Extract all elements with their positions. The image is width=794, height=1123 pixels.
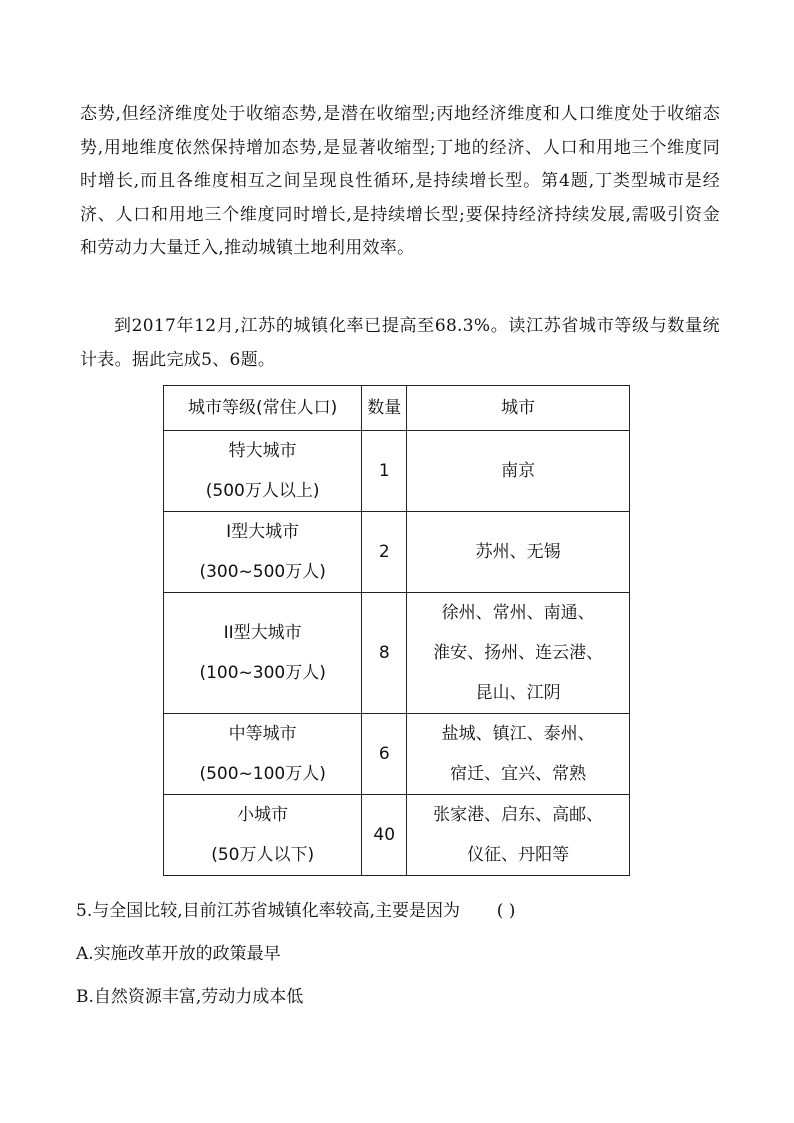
cities-line: 淮安、扬州、连云港、	[433, 643, 604, 663]
grade-range: (500万人以上)	[205, 481, 320, 501]
grade-name: 中等城市	[228, 724, 297, 744]
header-count: 数量	[362, 386, 407, 431]
cities-line: 昆山、江阴	[475, 683, 561, 703]
question-stem: 5.与全国比较,目前江苏省城镇化率较高,主要是因为	[76, 901, 461, 921]
cities-cell	[407, 714, 630, 795]
cities-cell	[407, 795, 630, 876]
cities-cell	[407, 431, 630, 512]
cities-cell	[407, 593, 630, 714]
grade-range: (500~100万人)	[199, 764, 326, 784]
grade-cell	[164, 714, 362, 795]
header-cities: 城市	[407, 386, 630, 431]
cities-line: 徐州、常州、南通、	[441, 603, 595, 623]
grade-range: (50万人以下)	[211, 845, 315, 865]
option-b: B.自然资源丰富,劳动力成本低	[76, 987, 304, 1007]
cities-line: 仪征、丹阳等	[467, 845, 570, 865]
count-cell: 2	[362, 512, 407, 593]
cities-line: 宿迁、宜兴、常熟	[450, 764, 587, 784]
question-5	[76, 896, 736, 926]
cities-cell	[407, 512, 630, 593]
count-cell: 40	[362, 795, 407, 876]
option-a: A.实施改革开放的政策最早	[76, 944, 281, 964]
table-row	[164, 714, 630, 795]
grade-name: I型大城市	[226, 522, 300, 542]
analysis-paragraph: 态势,但经济维度处于收缩态势,是潜在收缩型;丙地经济维度和人口维度处于收缩态势,用地维度依然保持增加态势,是显著收缩型;丁地的经济、人口和用地三个维度同时增长,而且各维度相互之间呈现良性循环,是持续增长型。第4题,丁类型城市是经济、人口和用地三个维度同时增长,是持续增长型;要保持经济持续发展,需吸引资金和劳动力大量迁入,推动城镇土地利用效率。	[80, 104, 720, 258]
city-statistics-table	[163, 385, 630, 876]
grade-cell	[164, 593, 362, 714]
table-row	[164, 593, 630, 714]
grade-cell	[164, 431, 362, 512]
table-row	[164, 512, 630, 593]
grade-name: 特大城市	[228, 441, 297, 461]
grade-name: 小城市	[237, 805, 289, 825]
answer-paren: ( )	[496, 901, 516, 921]
table-header-row	[164, 386, 630, 431]
count-cell: 6	[362, 714, 407, 795]
table-row	[164, 431, 630, 512]
grade-cell	[164, 512, 362, 593]
cities-line: 张家港、启东、高邮、	[433, 805, 604, 825]
grade-cell	[164, 795, 362, 876]
table-row	[164, 795, 630, 876]
cities-line: 苏州、无锡	[475, 542, 561, 562]
grade-range: (100~300万人)	[199, 663, 326, 683]
header-grade: 城市等级(常住人口)	[164, 386, 362, 431]
cities-line: 南京	[501, 461, 536, 481]
count-cell: 1	[362, 431, 407, 512]
cities-line: 盐城、镇江、泰州、	[441, 724, 595, 744]
grade-name: II型大城市	[223, 623, 302, 643]
intro-paragraph: 到2017年12月,江苏的城镇化率已提高至68.3%。读江苏省城市等级与数量统计表。据此完成5、6题。	[80, 316, 720, 370]
grade-range: (300~500万人)	[199, 562, 326, 582]
count-cell: 8	[362, 593, 407, 714]
